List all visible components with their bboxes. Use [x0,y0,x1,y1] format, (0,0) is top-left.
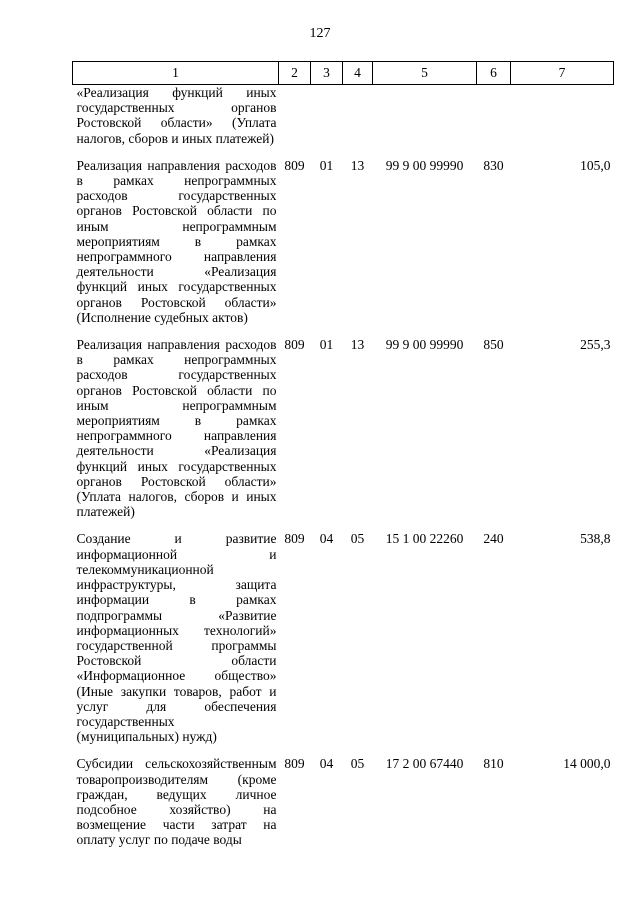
row-csr: 99 9 00 99990 [385,337,464,353]
row-sum: 14 000,0 [563,756,611,772]
row-ved: 809 [284,157,305,173]
row-sum [511,85,614,158]
row-vr: 240 [483,531,504,547]
row-pr: 05 [350,756,365,772]
row-description: Реализация направления расходов в рамках непрограммных расходов государственных органов Ростовской области по иным непрограммным мероприятиям в рамках непрограммного направления деятельности «Реализация функций иных государственных органов Ростовской области» (Исполнение судебных актов) [76,157,277,325]
row-description: Создание и развитие информационной и телекоммуникационной инфраструктуры, защита информации в рамках подпрограммы «Развитие информационных технологий» государственной программы Ростовской области «Информационное общество» (Иные закупки товаров, работ и услуг для обеспечения государственных (муниципальных) нужд) [76,531,277,745]
row-csr: 17 2 00 67440 [385,756,464,772]
row-ved: 809 [284,337,305,353]
header-col-7: 7 [511,62,614,85]
row-rz [311,85,343,158]
table-row [73,756,614,859]
header-col-1: 1 [73,62,279,85]
row-vr: 810 [483,756,504,772]
row-vr [477,85,511,158]
row-ved [279,85,311,158]
table-row [73,85,614,158]
row-ved: 809 [284,756,305,772]
row-csr: 99 9 00 99990 [385,157,464,173]
page-number: 127 [309,26,331,41]
row-rz: 04 [319,531,334,547]
table-row [73,337,614,531]
row-sum: 538,8 [580,531,611,547]
row-csr [373,85,477,158]
table-row [73,158,614,337]
header-col-3: 3 [311,62,343,85]
row-vr: 850 [483,337,504,353]
header-col-4: 4 [343,62,373,85]
row-csr: 15 1 00 22260 [385,531,464,547]
row-vr: 830 [483,157,504,173]
row-rz: 01 [319,157,334,173]
header-col-2: 2 [279,62,311,85]
header-col-5: 5 [373,62,477,85]
header-col-6: 6 [477,62,511,85]
row-pr: 05 [350,531,365,547]
budget-table [72,61,614,860]
row-rz: 04 [319,756,334,772]
row-sum: 105,0 [580,157,611,173]
row-rz: 01 [319,337,334,353]
table-header [73,62,614,85]
row-sum: 255,3 [580,337,611,353]
row-pr: 13 [350,157,365,173]
row-ved: 809 [284,531,305,547]
row-description: Субсидии сельскохозяйственным товаропроизводителям (кроме граждан, ведущих личное подсобное хозяйство) на возмещение части затрат на оплату услуг по подаче воды [76,756,277,848]
row-description: «Реализация функций иных государственных органов Ростовской области» (Уплата налогов, сборов и иных платежей) [76,85,277,146]
row-pr: 13 [350,337,365,353]
row-description: Реализация направления расходов в рамках непрограммных расходов государственных органов Ростовской области по иным непрограммным мероприятиям в рамках непрограммного направления деятельности «Реализация функций иных государственных органов Ростовской области» (Уплата налогов, сборов и иных платежей) [76,337,277,520]
row-pr [343,85,373,158]
table-row [73,531,614,756]
